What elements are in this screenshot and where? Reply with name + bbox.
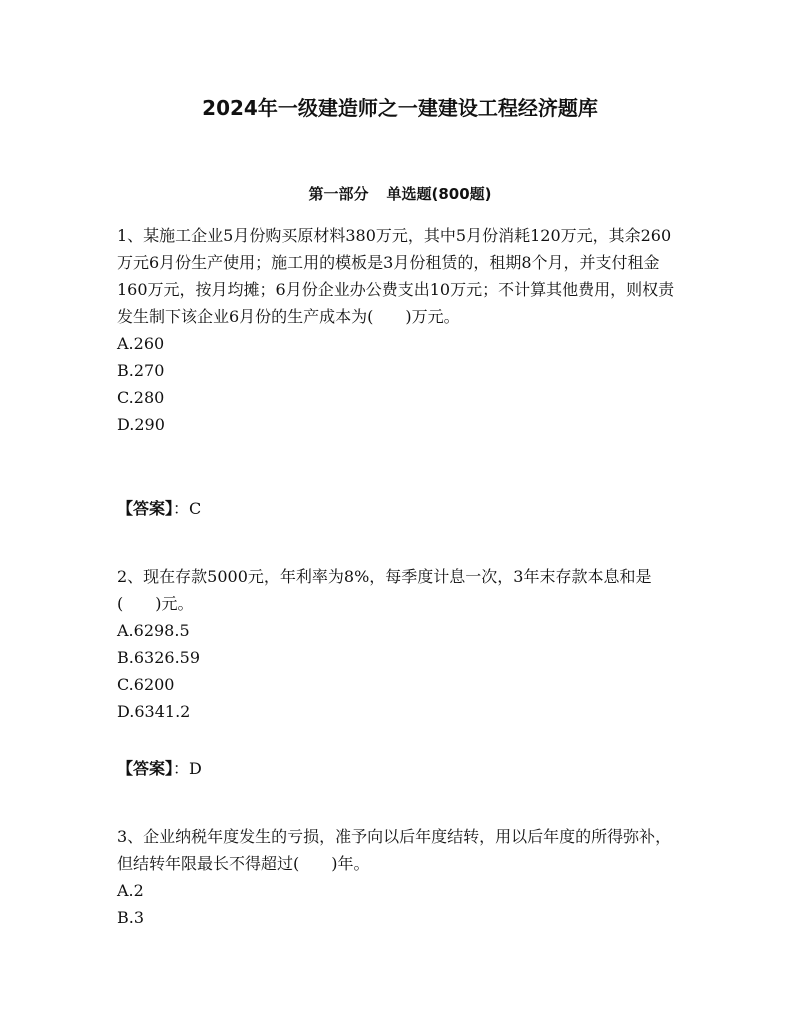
question-3	[117, 823, 687, 931]
option-c: C.6200	[117, 675, 175, 694]
answer-1	[117, 495, 201, 522]
option-b: B.270	[117, 361, 165, 380]
question-2	[117, 563, 687, 725]
section-heading	[0, 183, 800, 205]
section-part: 第一部分	[308, 185, 369, 203]
question-1	[117, 222, 687, 438]
option-a: A.2	[117, 881, 144, 900]
option-c: C.280	[117, 388, 165, 407]
option-b: B.6326.59	[117, 648, 201, 667]
section-name: 单选题(800题)	[386, 185, 492, 203]
option-a: A.260	[117, 334, 165, 353]
option-d: D.6341.2	[117, 702, 191, 721]
answer-value: ：C	[173, 499, 202, 518]
option-b: B.3	[117, 908, 145, 927]
question-text: 2、现在存款5000元，年利率为8%，每季度计息一次，3年末存款本息和是( )元。	[117, 567, 652, 613]
answer-2	[117, 755, 202, 782]
answer-label: 【答案】	[117, 759, 174, 778]
question-text: 1、某施工企业5月份购买原材料380万元，其中5月份消耗120万元，其余260万元6月份生产使用；施工用的模板是3月份租赁的，租期8个月，并支付租金160万元，按月均摊；6月份企业办公费支出10万元；不计算其他费用，则权责发生制下该企业6月份的生产成本为( )万元。	[117, 226, 675, 326]
question-text: 3、企业纳税年度发生的亏损，准予向以后年度结转，用以后年度的所得弥补，但结转年限最长不得超过( )年。	[117, 827, 672, 873]
document-title: 2024年一级建造师之一建建设工程经济题库	[202, 96, 598, 120]
option-d: D.290	[117, 415, 165, 434]
option-a: A.6298.5	[117, 621, 190, 640]
answer-value: ：D	[173, 759, 202, 778]
answer-label: 【答案】	[117, 499, 174, 518]
